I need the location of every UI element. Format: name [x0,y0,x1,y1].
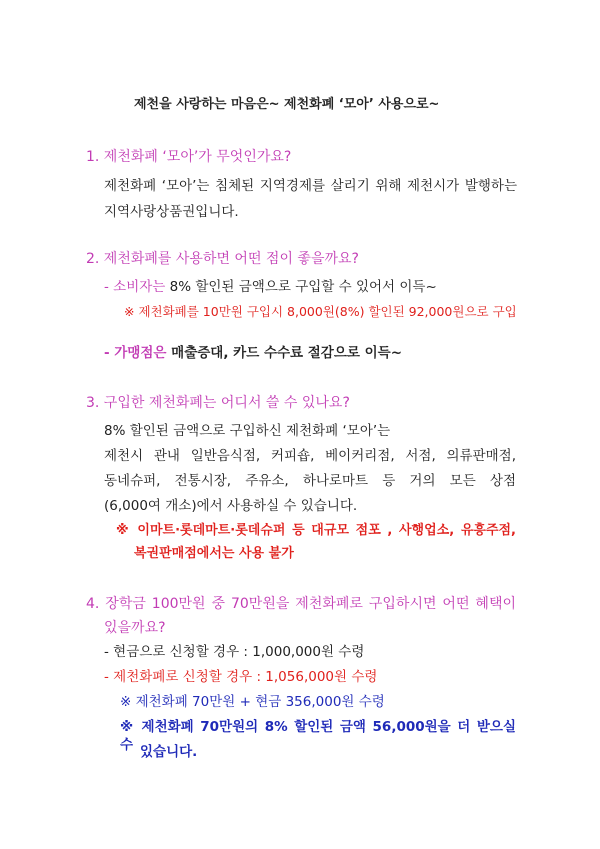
section-3-line-1: 8% 할인된 금액으로 구입하신 제천화폐 ‘모아’는 [104,423,391,439]
section-1-heading: 1. 제천화폐 ‘모아’가 무엇인가요? [86,149,292,165]
section-3-warning-1-text: ※ 이마트·롯데마트·롯데슈퍼 등 대규모 점포 , 사행업소, 유흥주점, [116,523,516,538]
consumer-line [104,278,437,296]
section-2-heading: 2. 제천화폐를 사용하면 어떤 점이 좋을까요? [86,251,359,267]
section-4-note-1: ※ 제천화폐 70만원 + 현금 356,000원 수령 [120,694,385,710]
section-1-line-1-text: 제천화폐 ‘모아’는 침체된 지역경제를 살리기 위해 제천시가 발행하는 [104,178,517,194]
section-1-line-2: 지역사랑상품권입니다. [104,204,239,220]
merchant-text: 매출증대, 카드 수수료 절감으로 이득~ [166,345,403,361]
section-3-line-4: (6,000여 개소)에서 사용하실 수 있습니다. [104,498,358,514]
moa-label: - 제천화폐로 신청할 경우 : [104,669,261,685]
section-3-line-2-text: 제천시 관내 일반음식점, 커피숍, 베이커리점, 서점, 의류판매점, [104,448,516,464]
section-4-note-2b: 있습니다. [140,744,198,760]
section-1-line-1 [104,177,517,195]
section-3-warning-2: 복권판매점에서는 사용 불가 [134,546,294,561]
cash-line [104,643,364,661]
merchant-label: - 가맹점은 [104,345,167,361]
cash-value: 1,000,000원 수령 [247,644,365,660]
section-4-heading-1 [86,595,516,613]
consumer-label: - 소비자는 [104,279,166,295]
section-3-heading: 3. 구입한 제천화폐는 어디서 쓸 수 있나요? [86,395,350,411]
section-3-warning-1 [116,522,516,540]
moa-line [104,668,377,686]
section-4-heading-1-text: 4. 장학금 100만원 중 70만원을 제천화폐로 구입하시면 어떤 혜택이 [86,596,516,612]
consumer-note: ※ 제천화폐를 10만원 구입시 8,000원(8%) 할인된 92,000원으로 구입 [124,304,517,319]
section-4-note-2a-text: ※ 제천화폐 70만원의 8% 할인된 금액 56,000원을 더 받으실 수 [120,719,516,753]
section-3-line-3 [104,472,516,490]
page-title: 제천을 사랑하는 마음은~ 제천화폐 ‘모아’ 사용으로~ [134,97,440,112]
merchant-line [104,344,402,362]
consumer-text: 8% 할인된 금액으로 구입할 수 있어서 이득~ [165,279,437,295]
moa-value: 1,056,000원 수령 [261,669,378,685]
cash-label: - 현금으로 신청할 경우 : [104,644,248,660]
section-3-line-3-text: 동네슈퍼, 전통시장, 주유소, 하나로마트 등 거의 모든 상점 [104,473,516,489]
section-3-line-2 [104,447,516,465]
section-4-heading-2: 있을까요? [104,620,166,636]
